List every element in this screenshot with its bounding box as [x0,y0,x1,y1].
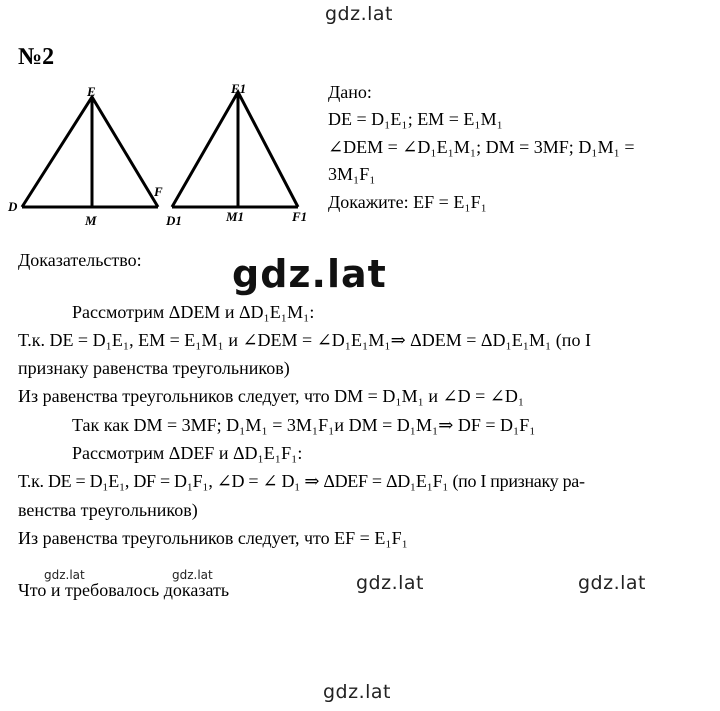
triangles-figure [0,84,320,234]
proof-conclusion: Что и требовалось доказать [18,580,230,600]
proof-line-5: Так как DM = 3MF; D₁M₁ = 3M₁F₁и DM = D₁M₁⇒ DF = D₁F₁ [72,415,536,435]
given-line-2: ∠DEM = ∠D₁E₁M₁; DM = 3MF; D₁M₁ = [328,137,635,157]
watermark-bottom-right: gdz.lat [578,572,647,594]
watermark-center: gdz.lat [232,252,387,296]
label-e1: E1 [231,84,247,96]
problem-number: №2 [18,44,55,70]
proof-line-4: Из равенства треугольников следует, что DM = D₁M₁ и ∠D = ∠D₁ [18,386,525,406]
proof-line-3: признаку равенства треугольников) [18,358,290,378]
watermark-tiny-left: gdz.lat [44,568,85,582]
label-m: M [85,213,97,228]
label-m1: M1 [226,209,245,224]
watermark-bottom-mid: gdz.lat [356,572,425,594]
label-d: D [8,199,18,214]
proof-heading: Доказательство: [18,250,142,270]
proof-line-9: Из равенства треугольников следует, что EF = E₁F₁ [18,528,408,548]
proof-line-2: Т.к. DE = D₁E₁, EM = E₁M₁ и ∠DEM = ∠D₁E₁M₁⇒ ΔDEM = ΔD₁E₁M₁ (по I [18,330,591,350]
watermark-top: gdz.lat [325,3,394,25]
proof-line-8: венства треугольников) [18,500,198,520]
triangle-def [22,97,158,207]
given-line-1: DE = D₁E₁; EM = E₁M₁ [328,109,503,129]
proof-line-6: Рассмотрим ΔDEF и ΔD₁E₁F₁: [72,443,303,463]
watermark-footer: gdz.lat [323,681,392,703]
triangle-d1e1f1 [172,92,298,207]
given-heading: Дано: [328,82,372,102]
proof-line-7: Т.к. DE = D₁E₁, DF = D₁F₁, ∠D = ∠ D₁ ⇒ ΔDEF = ΔD₁E₁F₁ (по I признаку ра- [18,471,585,491]
label-f1: F1 [292,209,308,224]
label-e: E [87,84,96,99]
proof-line-1: Рассмотрим ΔDEM и ΔD₁E₁M₁: [72,302,315,322]
label-d1: D1 [166,213,182,228]
given-line-3: 3M₁F₁ [328,164,376,184]
watermark-tiny-mid: gdz.lat [172,568,213,582]
prove-statement: Докажите: EF = E₁F₁ [328,192,487,212]
label-f: F [154,184,163,199]
